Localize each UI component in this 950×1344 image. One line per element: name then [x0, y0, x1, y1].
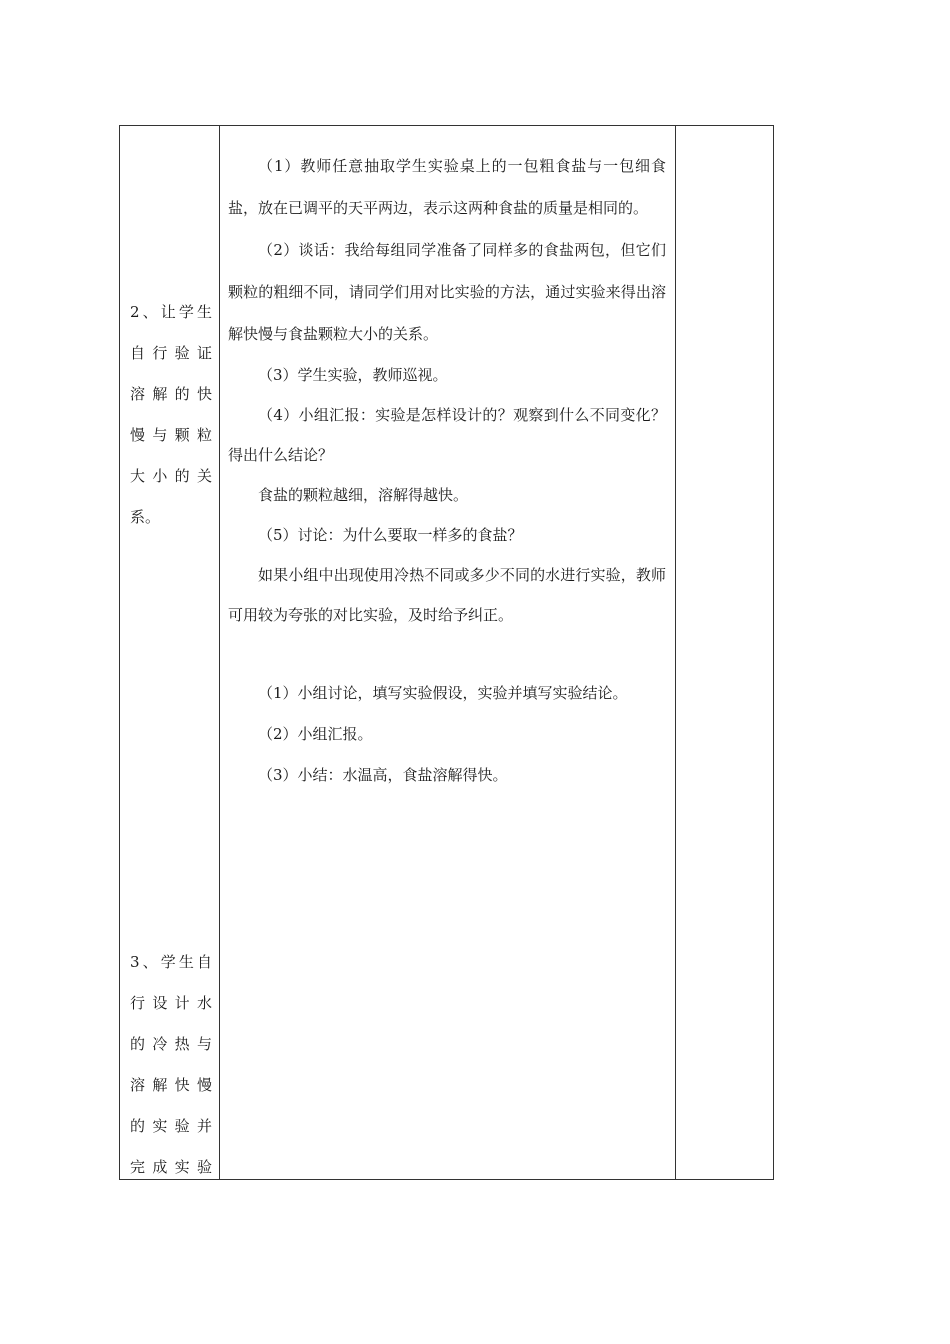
paragraph: （3）小结：水温高，食盐溶解得快。: [258, 766, 508, 784]
label-char: 2: [130, 303, 140, 321]
label-char: 让: [160, 303, 176, 321]
label-char: 快: [196, 385, 212, 403]
label-char: 计: [174, 994, 190, 1012]
label-char: 学: [178, 303, 194, 321]
label-char: 自: [130, 344, 146, 362]
step-2-line: 系。: [130, 508, 161, 526]
label-char: 水: [196, 994, 212, 1012]
step-2-line: [130, 456, 212, 497]
label-char: 的: [130, 1117, 146, 1135]
label-char: 大: [130, 467, 146, 485]
step-2-line: [130, 333, 212, 374]
step-3-line: [130, 942, 212, 983]
label-char: 3: [130, 953, 140, 971]
label-char: 热: [174, 1035, 190, 1053]
step-2-line: [130, 292, 212, 333]
label-char: 、: [142, 303, 158, 321]
label-char: 验: [174, 1117, 190, 1135]
label-char: 溶: [130, 1076, 146, 1094]
label-char: 溶: [130, 385, 146, 403]
label-char: 的: [174, 385, 190, 403]
step-2-line: [130, 374, 212, 415]
paragraph: （2）谈话：我给每组同学准备了同样多的食盐两包，但它们颗粒的粗细不同，请同学们用对比实验的方法，通过实验来得出溶解快慢与食盐颗粒大小的关系。: [228, 241, 666, 343]
lesson-table: [119, 125, 774, 1180]
label-char: 并: [196, 1117, 212, 1135]
label-char: 关: [196, 467, 212, 485]
label-char: 与: [196, 1035, 212, 1053]
step-3-line: [130, 1065, 212, 1106]
label-char: 粒: [196, 426, 212, 444]
label-char: 实: [174, 1158, 190, 1176]
label-char: 设: [152, 994, 168, 1012]
label-char: 、: [142, 953, 158, 971]
label-char: 的: [174, 467, 190, 485]
label-char: 冷: [152, 1035, 168, 1053]
label-char: 验: [174, 344, 190, 362]
paragraph: 食盐的颗粒越细，溶解得越快。: [258, 486, 469, 504]
label-char: 颗: [174, 426, 190, 444]
label-char: 证: [196, 344, 212, 362]
label-char: 行: [152, 344, 168, 362]
label-char: 的: [130, 1035, 146, 1053]
step-3-line: [130, 1147, 212, 1188]
paragraph: （5）讨论：为什么要取一样多的食盐？: [258, 526, 523, 544]
activity-block-2: [228, 673, 666, 796]
step-2-line: [130, 415, 212, 456]
step-3-line: [130, 983, 212, 1024]
paragraph: 如果小组中出现使用冷热不同或多少不同的水进行实验，教师可用较为夸张的对比实验，及时给予纠正。: [228, 566, 666, 624]
paragraph: （4）小组汇报：实验是怎样设计的？观察到什么不同变化？得出什么结论？: [228, 406, 666, 464]
paragraph: （2）小组汇报。: [258, 725, 373, 743]
label-char: 验: [196, 1158, 212, 1176]
label-char: 快: [174, 1076, 190, 1094]
label-char: 自: [196, 953, 212, 971]
column-divider-left: [219, 126, 220, 1179]
column-divider-right: [675, 126, 676, 1179]
activity-block-1: [228, 145, 666, 635]
label-char: 解: [152, 385, 168, 403]
label-char: 完: [130, 1158, 146, 1176]
label-char: 成: [152, 1158, 168, 1176]
paragraph: （1）小组讨论，填写实验假设，实验并填写实验结论。: [258, 684, 628, 702]
step-3-line: [130, 1106, 212, 1147]
label-char: 解: [152, 1076, 168, 1094]
label-char: 生: [178, 953, 194, 971]
label-char: 实: [152, 1117, 168, 1135]
step-3-line: [130, 1024, 212, 1065]
paragraph: （1）教师任意抽取学生实验桌上的一包粗食盐与一包细食盐，放在已调平的天平两边，表示这两种食盐的质量是相同的。: [228, 157, 666, 217]
label-char: 慢: [196, 1076, 212, 1094]
label-char: 行: [130, 994, 146, 1012]
step-3-label: [130, 942, 212, 1188]
paragraph: （3）学生实验，教师巡视。: [258, 366, 448, 384]
label-char: 生: [196, 303, 212, 321]
label-char: 慢: [130, 426, 146, 444]
step-2-label: [130, 292, 212, 538]
label-char: 小: [152, 467, 168, 485]
label-char: 与: [152, 426, 168, 444]
label-char: 学: [160, 953, 176, 971]
